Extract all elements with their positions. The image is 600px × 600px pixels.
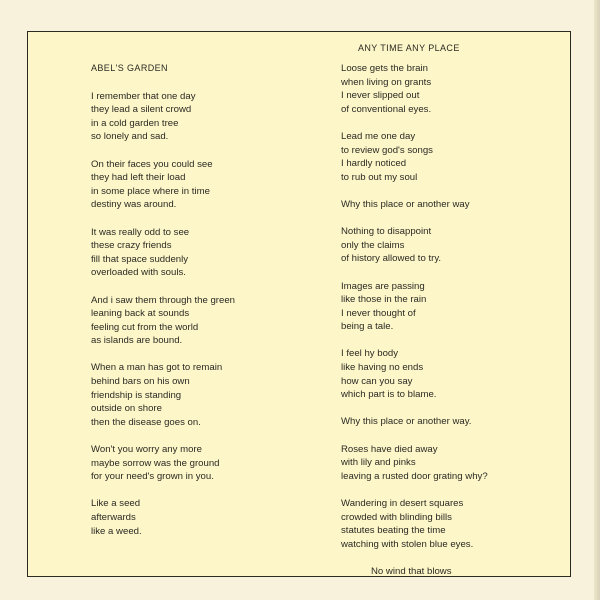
poem-line: When a man has got to remain (91, 362, 223, 374)
left-poem-title: ABEL'S GARDEN (91, 63, 168, 73)
poem-line: I hardly noticed (341, 158, 407, 170)
poem-line: for your need's grown in you. (91, 471, 214, 483)
poem-line: I remember that one day (91, 90, 196, 102)
poem-line: Like a seed (91, 498, 141, 510)
poem-line: leaving a rusted door grating why? (341, 470, 488, 482)
poem-line: being a tale. (341, 321, 394, 333)
stanza (341, 62, 551, 116)
poem-line: of history allowed to try. (341, 253, 442, 265)
poem-line: On their faces you could see (91, 158, 213, 170)
poem-line: like having no ends (341, 362, 424, 374)
poem-line: these crazy friends (91, 240, 172, 252)
poem-line: fill that space suddenly (91, 253, 189, 265)
poem-line: so lonely and sad. (91, 131, 169, 143)
poem-line: as islands are bound. (91, 335, 183, 347)
stanza (91, 497, 301, 538)
poem-line: outside on shore (91, 403, 162, 415)
right-poem-ending: No wind that blows (371, 565, 452, 577)
right-poem-title: ANY TIME ANY PLACE (358, 43, 460, 53)
page-edge-shadow (594, 0, 600, 600)
poem-line: then the disease goes on. (91, 416, 201, 428)
poem-line: statutes beating the time (341, 525, 446, 537)
poem-line: leaning back at sounds (91, 308, 190, 320)
stanza (341, 415, 551, 429)
stanza (341, 497, 551, 551)
stanza (341, 198, 551, 212)
stanza (341, 130, 551, 184)
poem-line: Nothing to disappoint (341, 226, 432, 238)
poem-line: crowded with blinding bills (341, 511, 452, 523)
poem-line: Roses have died away (341, 443, 438, 455)
right-poem-stanzas (341, 62, 551, 551)
poem-line: in some place where in time (91, 185, 210, 197)
poem-line: of conventional eyes. (341, 103, 432, 115)
poem-line: afterwards (91, 512, 136, 523)
stanza (91, 90, 301, 144)
poem-line: how can you say (341, 375, 413, 387)
poem-line: like a weed. (91, 525, 142, 537)
poem-line: only the claims (341, 239, 405, 251)
stanza (91, 361, 301, 429)
left-poem (91, 62, 301, 552)
poem-line: Images are passing (341, 280, 425, 292)
left-poem-stanzas (91, 90, 301, 539)
poem-line: when living on grants (341, 76, 432, 88)
poem-line: overloaded with souls. (91, 267, 186, 279)
poem-line: Lead me one day (341, 130, 416, 142)
stanza (341, 347, 551, 401)
poem-line: Won't you worry any more (91, 444, 202, 456)
right-poem (341, 43, 551, 579)
poem-line: And i saw them through the green (91, 294, 235, 306)
poem-line: I feel hy body (341, 348, 399, 360)
poem-line: feeling cut from the world (91, 321, 199, 333)
poem-line: like those in the rain (341, 294, 427, 306)
poem-line: Why this place or another way. (341, 416, 472, 428)
poem-line: I never thought of (341, 307, 416, 319)
stanza (91, 443, 301, 484)
stanza (91, 226, 301, 280)
poem-line: they had left their load (91, 172, 186, 184)
poem-line: Wandering in desert squares (341, 498, 464, 509)
poem-line: It was really odd to see (91, 226, 190, 238)
poem-line: behind bars on his own (91, 376, 190, 388)
poem-line: I never slipped out (341, 90, 420, 102)
poem-line: watching with stolen blue eyes. (341, 538, 474, 550)
poem-line: they lead a silent crowd (91, 104, 192, 116)
stanza (91, 294, 301, 348)
stanza (341, 280, 551, 334)
poem-line: Loose gets the brain (341, 63, 428, 74)
poem-line: in a cold garden tree (91, 117, 179, 129)
poem-line: destiny was around. (91, 199, 177, 211)
poem-line: friendship is standing (91, 389, 182, 401)
poem-line: maybe sorrow was the ground (91, 457, 220, 469)
poem-line: to rub out my soul (341, 171, 418, 183)
poem-line: with lily and pinks (341, 457, 416, 469)
stanza (341, 443, 551, 484)
poem-line: which part is to blame. (341, 389, 437, 401)
poem-line: to review god's songs (341, 144, 433, 156)
stanza (341, 225, 551, 266)
stanza (91, 158, 301, 212)
poem-line: Why this place or another way (341, 198, 470, 210)
